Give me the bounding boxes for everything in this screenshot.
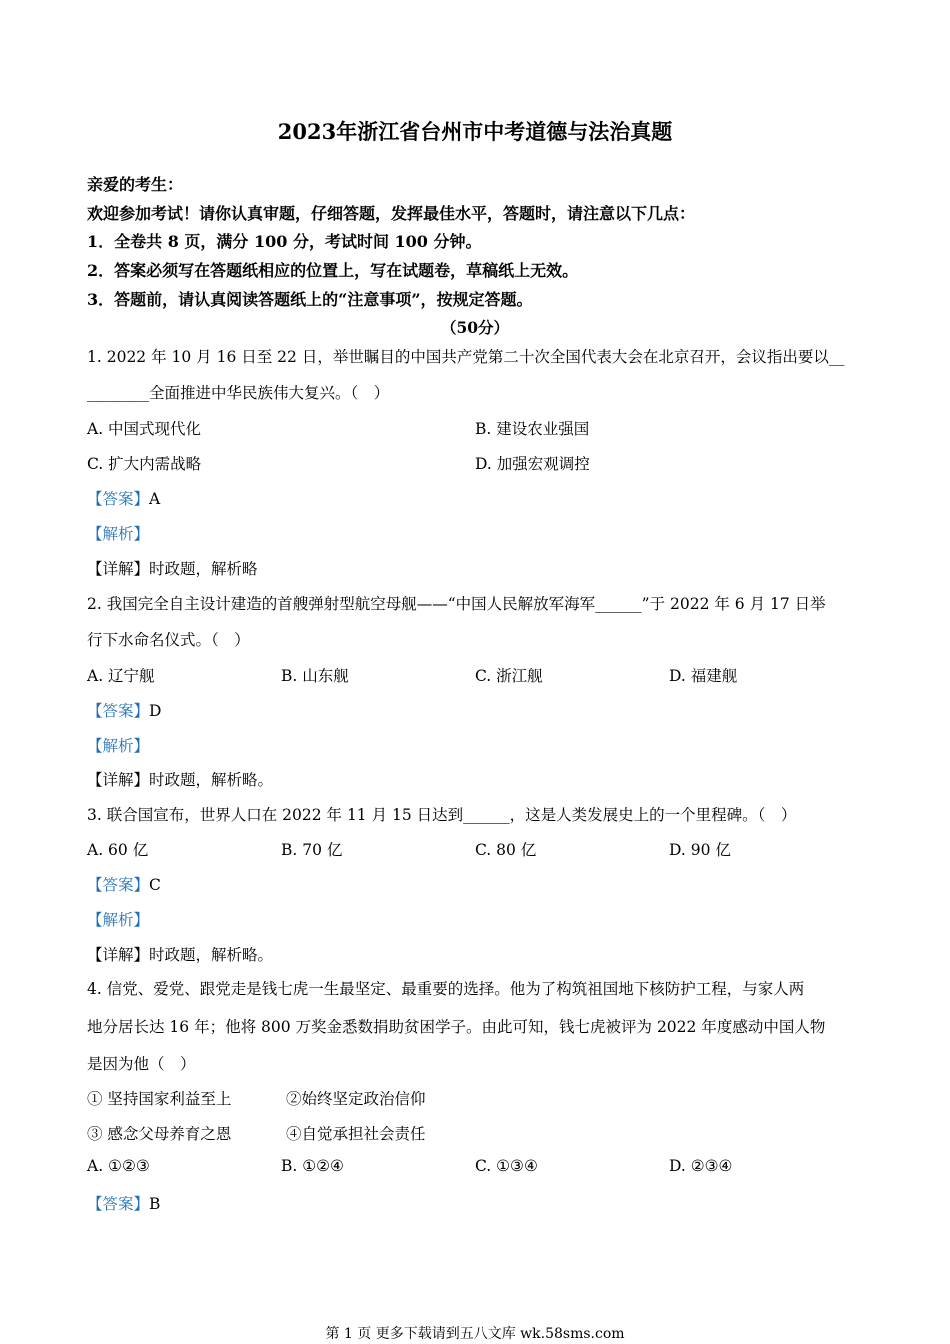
option-d: D. 福建舰 bbox=[669, 667, 738, 685]
statement: ②始终坚定政治信仰 bbox=[286, 1090, 426, 1108]
question-1-text: 1. 2022 年 10 月 16 日至 22 日，举世瞩目的中国共产党第二十次全国代表大会在北京召开，会议指出要以__ bbox=[87, 348, 845, 366]
option-c: C. 扩大内需战略 bbox=[87, 455, 202, 473]
question-2-text: 行下水命名仪式。（ ） bbox=[87, 631, 250, 649]
detail-line bbox=[87, 768, 273, 790]
answer-line bbox=[87, 487, 160, 509]
section-score: （50分） bbox=[440, 318, 510, 337]
question-4-text: 地分居长达 16 年；他将 800 万奖金悉数捐助贫困学子。由此可知，钱七虎被评为 2022 年度感动中国人物 bbox=[87, 1018, 826, 1036]
statement: ③ 感念父母养育之恩 bbox=[87, 1125, 232, 1143]
answer-value: B bbox=[149, 1195, 161, 1213]
detail-line bbox=[87, 943, 273, 965]
detail-tag: 【详解】 bbox=[87, 560, 150, 578]
notice-item: 3．答题前，请认真阅读答题纸上的“注意事项”，按规定答题。 bbox=[87, 290, 533, 309]
detail-text: 时政题，解析略 bbox=[149, 560, 258, 578]
option-d: D. 加强宏观调控 bbox=[475, 455, 590, 473]
detail-tag: 【详解】 bbox=[87, 946, 150, 964]
option-b: B. 70 亿 bbox=[281, 841, 343, 859]
notice-item: 1．全卷共 8 页，满分 100 分，考试时间 100 分钟。 bbox=[87, 232, 482, 251]
question-3-text: 3. 联合国宣布，世界人口在 2022 年 11 月 15 日达到______，这是人类发展史上的一个里程碑。（ ） bbox=[87, 806, 797, 824]
greeting: 亲爱的考生： bbox=[87, 175, 184, 194]
answer-tag: 【答案】 bbox=[87, 1195, 150, 1213]
question-4-text: 4. 信党、爱党、跟党走是钱七虎一生最坚定、最重要的选择。他为了构筑祖国地下核防护工程，与家人两 bbox=[87, 980, 805, 998]
answer-line bbox=[87, 873, 161, 895]
notice-item: 2．答案必须写在答题纸相应的位置上，写在试题卷，草稿纸上无效。 bbox=[87, 261, 579, 280]
option-d: D. ②③④ bbox=[669, 1157, 733, 1175]
option-b: B. ①②④ bbox=[281, 1157, 344, 1175]
question-2-text: 2. 我国完全自主设计建造的首艘弹射型航空母舰——“中国人民解放军海军______”于 2022 年 6 月 17 日举 bbox=[87, 595, 826, 613]
answer-value: A bbox=[149, 490, 161, 508]
option-c: C. 80 亿 bbox=[475, 841, 537, 859]
option-c: C. 浙江舰 bbox=[475, 667, 543, 685]
answer-line bbox=[87, 1192, 160, 1214]
analysis-tag: 【解析】 bbox=[87, 911, 150, 929]
detail-text: 时政题，解析略。 bbox=[149, 946, 274, 964]
option-b: B. 建设农业强国 bbox=[475, 420, 590, 438]
answer-line bbox=[87, 699, 161, 721]
detail-tag: 【详解】 bbox=[87, 771, 150, 789]
analysis-tag: 【解析】 bbox=[87, 525, 150, 543]
answer-tag: 【答案】 bbox=[87, 876, 150, 894]
statement: ① 坚持国家利益至上 bbox=[87, 1090, 232, 1108]
option-a: A. 中国式现代化 bbox=[87, 420, 202, 438]
page-footer: 第 1 页 更多下载请到五八文库 wk.58sms.com bbox=[325, 1326, 625, 1342]
option-d: D. 90 亿 bbox=[669, 841, 731, 859]
answer-tag: 【答案】 bbox=[87, 702, 150, 720]
answer-value: D bbox=[149, 702, 162, 720]
detail-line bbox=[87, 557, 258, 579]
detail-text: 时政题，解析略。 bbox=[149, 771, 274, 789]
notice-intro: 欢迎参加考试！请你认真审题，仔细答题，发挥最佳水平，答题时，请注意以下几点： bbox=[87, 204, 696, 223]
statement: ④自觉承担社会责任 bbox=[286, 1125, 426, 1143]
option-a: A. 辽宁舰 bbox=[87, 667, 155, 685]
question-4-text: 是因为他（ ） bbox=[87, 1055, 196, 1073]
option-a: A. 60 亿 bbox=[87, 841, 149, 859]
option-c: C. ①③④ bbox=[475, 1157, 538, 1175]
analysis-tag: 【解析】 bbox=[87, 737, 150, 755]
option-b: B. 山东舰 bbox=[281, 667, 349, 685]
option-a: A. ①②③ bbox=[87, 1157, 150, 1175]
question-1-text: ________全面推进中华民族伟大复兴。（ ） bbox=[87, 384, 390, 402]
answer-tag: 【答案】 bbox=[87, 490, 150, 508]
answer-value: C bbox=[149, 876, 161, 894]
page-title: 2023年浙江省台州市中考道德与法治真题 bbox=[277, 119, 673, 144]
